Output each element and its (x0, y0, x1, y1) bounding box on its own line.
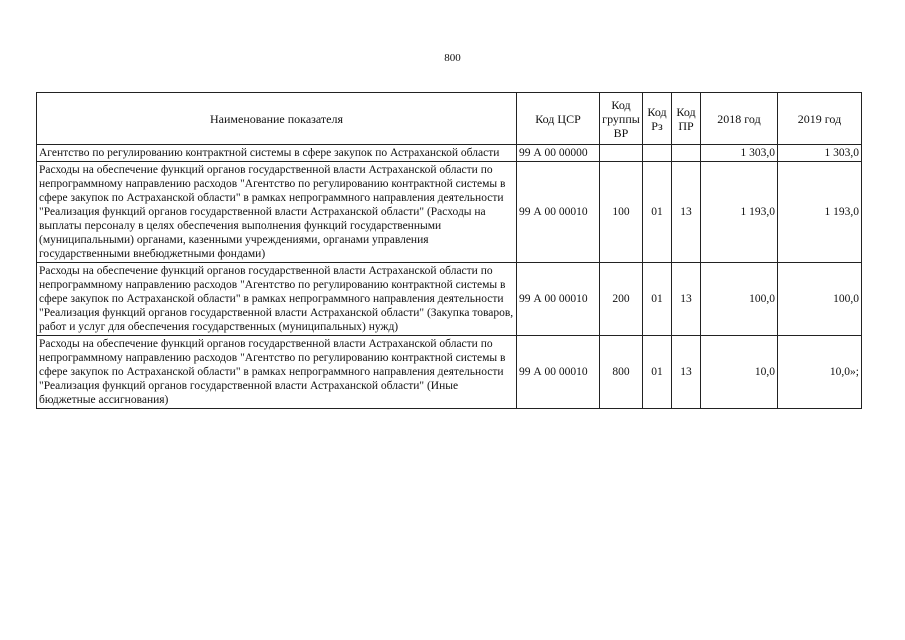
row-2018: 100,0 (701, 263, 778, 336)
header-2018: 2018 год (701, 93, 778, 145)
row-pr: 13 (672, 263, 701, 336)
row-vr: 800 (600, 336, 643, 409)
row-csr: 99 А 00 00010 (517, 162, 600, 263)
row-vr: 200 (600, 263, 643, 336)
page-number: 800 (444, 52, 461, 64)
row-name: Расходы на обеспечение функций органов государственной власти Астраханской области по непрограммному направлению расходов "Агентство по регулированию контрактной системы в сфере закупок по Астраханской области" в рамках непрограммного направления деятельности "Реализация функций органов государственной власти Астраханской области" (Иные бюджетные ассигнования) (37, 336, 517, 409)
header-row (37, 93, 862, 145)
table-row (37, 162, 862, 263)
row-2019: 100,0 (778, 263, 862, 336)
header-2019: 2019 год (778, 93, 862, 145)
row-2019: 1 303,0 (778, 145, 862, 162)
budget-table (36, 92, 862, 409)
row-name: Расходы на обеспечение функций органов государственной власти Астраханской области по непрограммному направлению расходов "Агентство по регулированию контрактной системы в сфере закупок по Астраханской области" в рамках непрограммного направления деятельности "Реализация функций органов государственной власти Астраханской области" (Закупка товаров, работ и услуг для обеспечения государственных (муниципальных) нужд) (37, 263, 517, 336)
row-csr: 99 А 00 00000 (517, 145, 600, 162)
row-vr: 100 (600, 162, 643, 263)
header-name: Наименование показателя (37, 93, 517, 145)
row-2019: 10,0»; (778, 336, 862, 409)
row-name: Агентство по регулированию контрактной системы в сфере закупок по Астраханской области (37, 145, 517, 162)
header-csr: Код ЦСР (517, 93, 600, 145)
row-2018: 1 193,0 (701, 162, 778, 263)
header-vr: Код группы ВР (600, 93, 643, 145)
row-vr (600, 145, 643, 162)
table-row (37, 263, 862, 336)
row-csr: 99 А 00 00010 (517, 263, 600, 336)
row-pr (672, 145, 701, 162)
row-2018: 10,0 (701, 336, 778, 409)
table-row (37, 336, 862, 409)
row-rz: 01 (643, 336, 672, 409)
header-pr: Код ПР (672, 93, 701, 145)
row-pr: 13 (672, 162, 701, 263)
row-rz (643, 145, 672, 162)
table-row (37, 145, 862, 162)
row-pr: 13 (672, 336, 701, 409)
row-csr: 99 А 00 00010 (517, 336, 600, 409)
row-2019: 1 193,0 (778, 162, 862, 263)
row-rz: 01 (643, 162, 672, 263)
row-rz: 01 (643, 263, 672, 336)
row-name: Расходы на обеспечение функций органов государственной власти Астраханской области по непрограммному направлению расходов "Агентство по регулированию контрактной системы в сфере закупок по Астраханской области" в рамках непрограммного направления деятельности "Реализация функций органов государственной власти Астраханской области" (Расходы на выплаты персоналу в целях обеспечения выполнения функций государственными (муниципальными) органами, казенными учреждениями, органами управления государственными внебюджетными фондами) (37, 162, 517, 263)
row-2018: 1 303,0 (701, 145, 778, 162)
header-rz: Код Рз (643, 93, 672, 145)
